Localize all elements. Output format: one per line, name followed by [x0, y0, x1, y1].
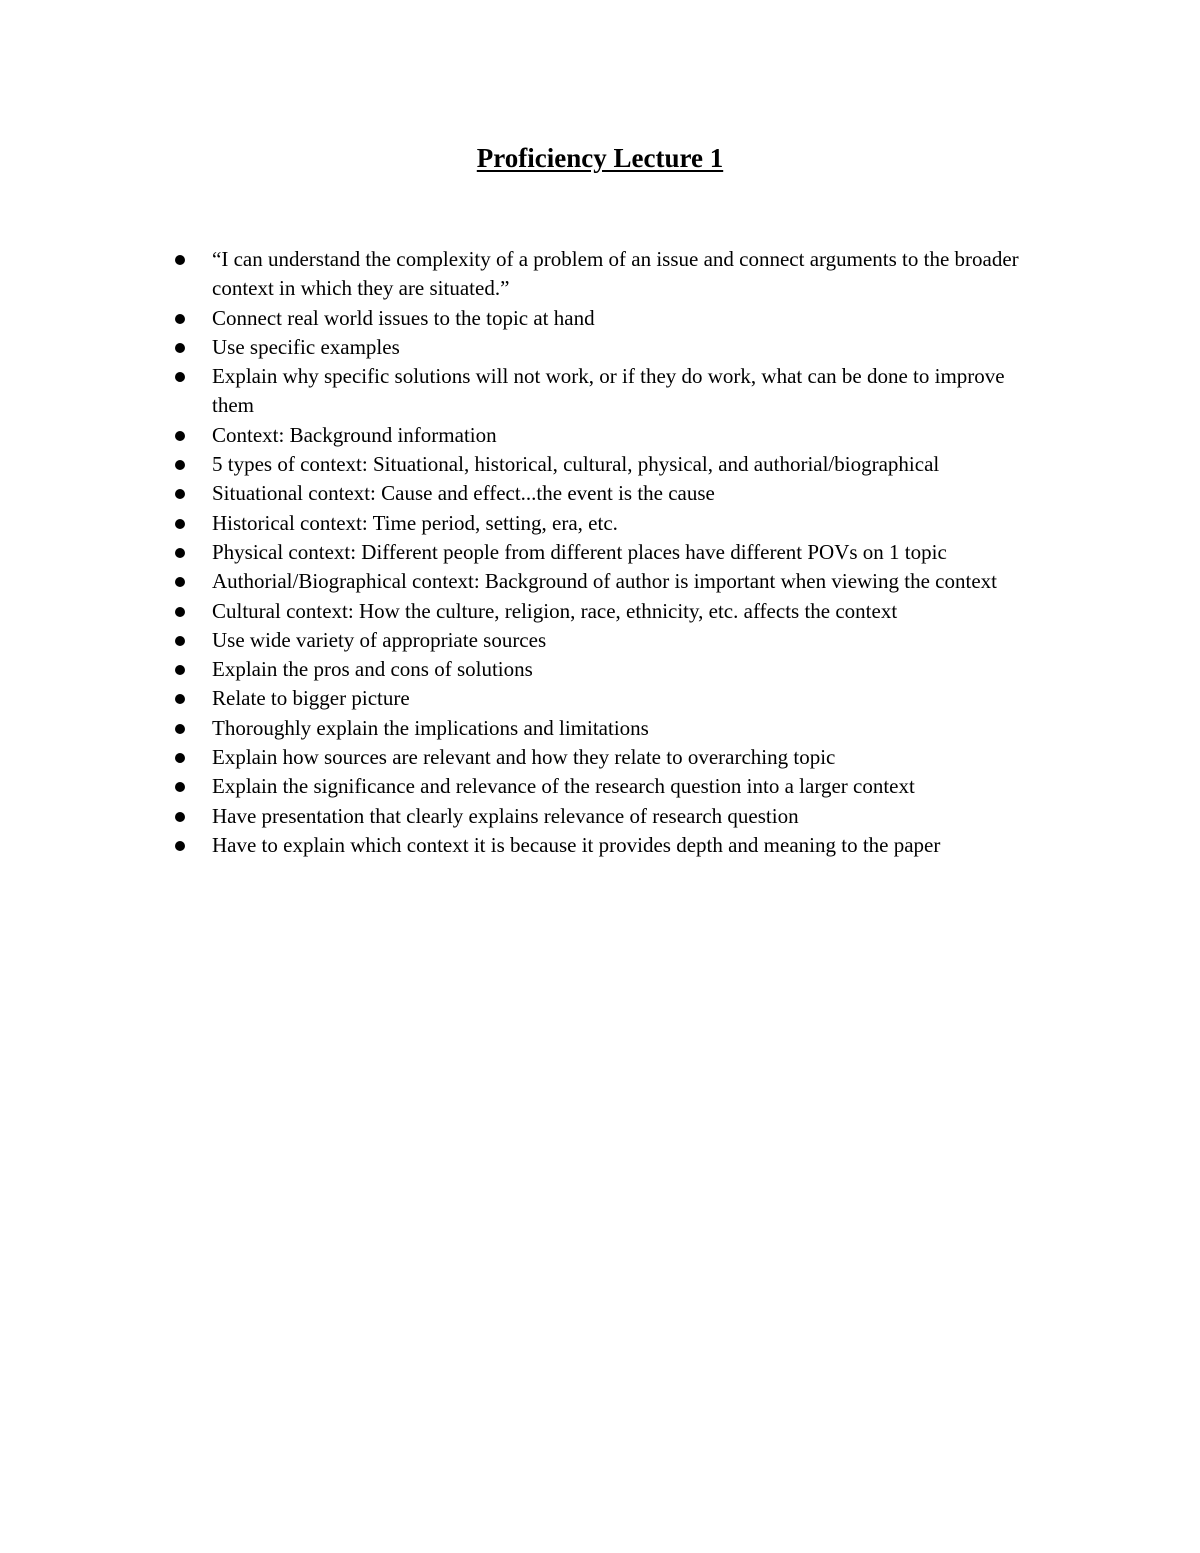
bullet-icon — [175, 431, 185, 441]
bullet-icon — [175, 724, 185, 734]
list-item — [168, 831, 1048, 860]
bullet-text: Thoroughly explain the implications and limitations — [212, 715, 649, 740]
list-item — [168, 509, 1048, 538]
list-item — [168, 597, 1048, 626]
list-item — [168, 567, 1048, 596]
list-item — [168, 684, 1048, 713]
bullet-icon — [175, 255, 185, 265]
bullet-icon — [175, 577, 185, 587]
list-item — [168, 362, 1048, 421]
bullet-text: Relate to bigger picture — [212, 686, 410, 711]
list-item — [168, 479, 1048, 508]
list-item — [168, 743, 1048, 772]
bullet-icon — [175, 519, 185, 529]
list-item — [168, 714, 1048, 743]
document-title: Proficiency Lecture 1 — [476, 143, 724, 173]
bullet-icon — [175, 314, 185, 324]
list-item — [168, 421, 1048, 450]
bullet-text: Use specific examples — [212, 334, 400, 359]
bullet-icon — [175, 372, 185, 382]
bullet-text: Have presentation that clearly explains relevance of research question — [212, 803, 799, 828]
bullet-icon — [175, 343, 185, 353]
bullet-icon — [175, 665, 185, 675]
list-item — [168, 626, 1048, 655]
bullet-icon — [175, 841, 185, 851]
bullet-text: Explain how sources are relevant and how they relate to overarching topic — [212, 745, 836, 770]
list-item — [168, 450, 1048, 479]
bullet-text: Situational context: Cause and effect...the event is the cause — [212, 481, 715, 506]
bullet-list — [168, 245, 1048, 860]
bullet-text: Cultural context: How the culture, religion, race, ethnicity, etc. affects the context — [212, 598, 898, 623]
bullet-icon — [175, 753, 185, 763]
list-item — [168, 245, 1048, 304]
list-item — [168, 304, 1048, 333]
bullet-text: Context: Background information — [212, 422, 497, 447]
bullet-text: Authorial/Biographical context: Background of author is important when viewing the context — [212, 569, 997, 594]
bullet-text: Explain why specific solutions will not work, or if they do work, what can be done to improve them — [212, 364, 1005, 418]
bullet-text: Physical context: Different people from different places have different POVs on 1 topic — [212, 539, 947, 564]
bullet-icon — [175, 607, 185, 617]
list-item — [168, 333, 1048, 362]
bullet-icon — [175, 489, 185, 499]
list-item — [168, 802, 1048, 831]
bullet-icon — [175, 460, 185, 470]
bullet-text: Explain the significance and relevance of the research question into a larger context — [212, 774, 915, 799]
bullet-text: Historical context: Time period, setting, era, etc. — [212, 510, 618, 535]
bullet-text: Have to explain which context it is because it provides depth and meaning to the paper — [212, 832, 941, 857]
bullet-text: “I can understand the complexity of a problem of an issue and connect arguments to the broader context in which they are situated.” — [212, 247, 1019, 301]
bullet-icon — [175, 636, 185, 646]
bullet-text: Explain the pros and cons of solutions — [212, 657, 533, 682]
bullet-text: Connect real world issues to the topic at hand — [212, 305, 595, 330]
bullet-icon — [175, 782, 185, 792]
bullet-icon — [175, 694, 185, 704]
bullet-text: 5 types of context: Situational, historical, cultural, physical, and authorial/biographical — [212, 452, 940, 477]
list-item — [168, 655, 1048, 684]
list-item — [168, 772, 1048, 801]
bullet-icon — [175, 548, 185, 558]
list-item — [168, 538, 1048, 567]
bullet-text: Use wide variety of appropriate sources — [212, 627, 547, 652]
bullet-icon — [175, 812, 185, 822]
